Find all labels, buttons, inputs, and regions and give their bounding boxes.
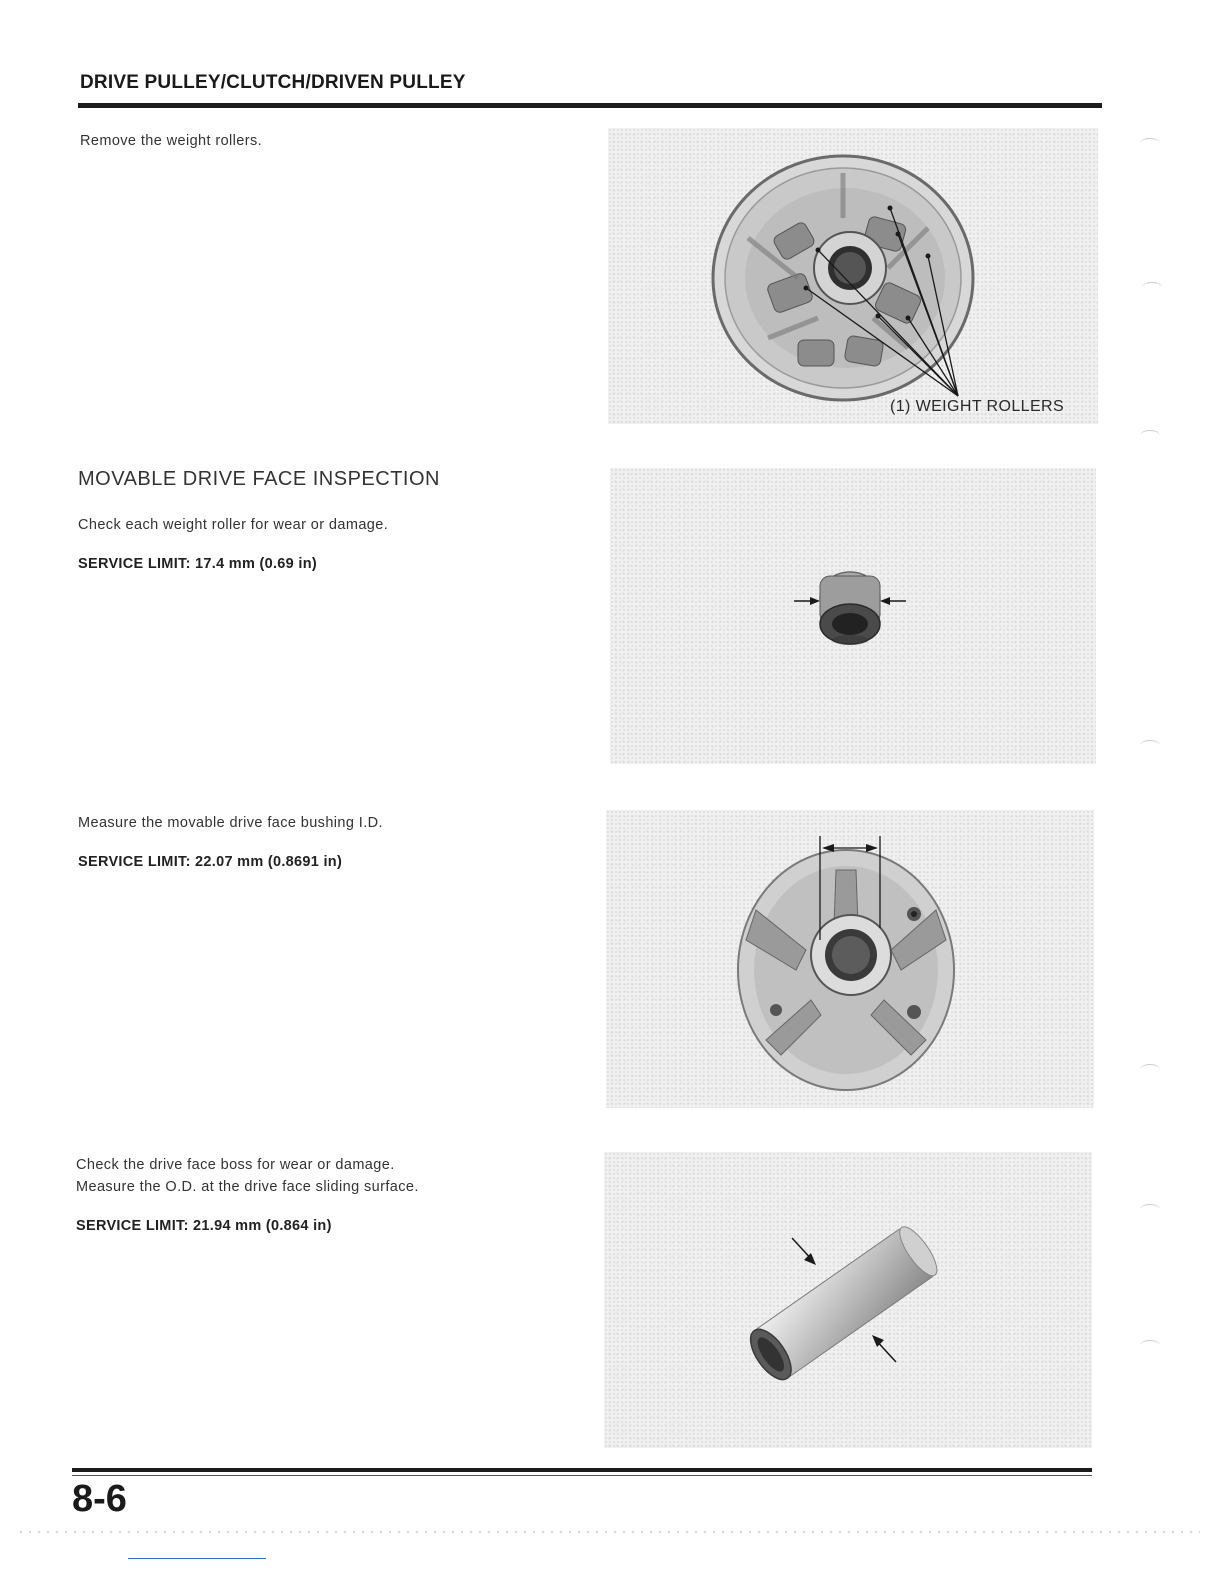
footer-rule [72,1468,1092,1472]
bushing-service-limit: SERVICE LIMIT: 22.07 mm (0.8691 in) [78,854,343,870]
drive-face-boss-photo [604,1152,1092,1448]
footer-rule-thin [72,1475,1092,1476]
inspection-heading: MOVABLE DRIVE FACE INSPECTION [78,468,440,490]
inspection-instruction: Check each weight roller for wear or damage. [78,517,389,533]
header-rule [78,103,1102,108]
roller-service-limit: SERVICE LIMIT: 17.4 mm (0.69 in) [78,556,317,572]
drive-face-bushing-photo [606,810,1094,1108]
margin-mark [1140,1064,1160,1075]
scan-artifact-line [20,1531,1200,1533]
remove-rollers-instruction: Remove the weight rollers. [80,133,263,149]
bushing-instruction: Measure the movable drive face bushing I.D. [78,815,383,831]
margin-mark [1140,1204,1160,1215]
page-number: 8-6 [72,1478,127,1520]
margin-mark [1140,430,1160,441]
margin-mark [1140,740,1160,751]
margin-mark [1140,138,1160,149]
page-title: DRIVE PULLEY/CLUTCH/DRIVEN PULLEY [80,72,466,93]
boss-service-limit: SERVICE LIMIT: 21.94 mm (0.864 in) [76,1218,332,1234]
margin-mark [1140,1340,1160,1351]
weight-rollers-label: (1) WEIGHT ROLLERS [890,398,1065,415]
weight-roller-photo [610,468,1096,764]
bottom-link-underline [128,1558,266,1559]
margin-mark [1142,282,1162,293]
weight-rollers-photo [608,128,1098,424]
boss-instruction-1: Check the drive face boss for wear or damage. [76,1157,395,1173]
boss-instruction-2: Measure the O.D. at the drive face sliding surface. [76,1179,419,1195]
